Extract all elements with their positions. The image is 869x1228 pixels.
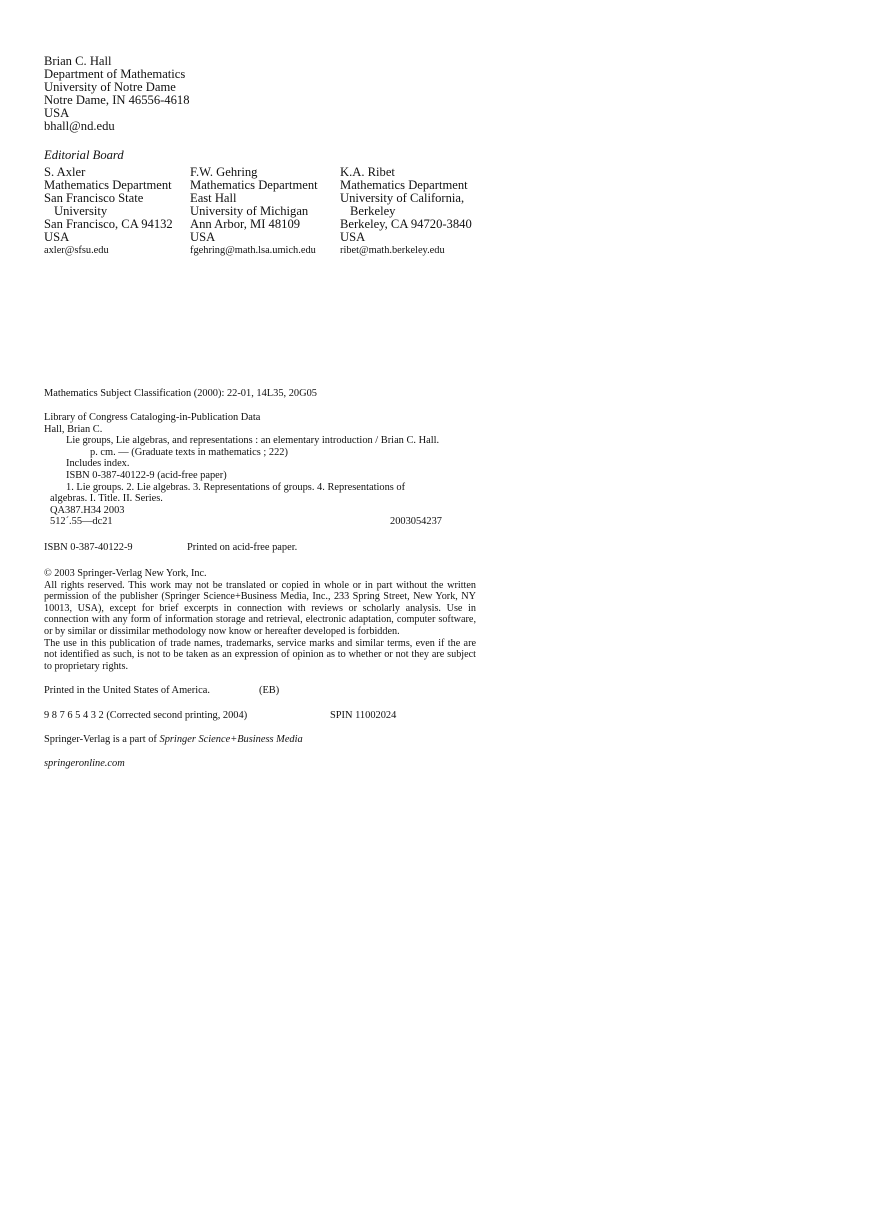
website-text: springeronline.com — [44, 758, 125, 769]
member-city: Ann Arbor, MI 48109 — [190, 217, 301, 231]
author-city: Notre Dame, IN 46556-4618 — [44, 93, 190, 107]
member-dept: Mathematics Department — [44, 178, 172, 192]
cip-physical: p. cm. — (Graduate texts in mathematics ; 222) — [90, 446, 288, 458]
printing-line — [44, 710, 396, 721]
springer-part-prefix: Springer-Verlag is a part of — [44, 734, 160, 745]
trademark-paragraph: The use in this publication of trade names, trademarks, service marks and similar terms, even if the are not identified as such, is not to be taken as an expression of opinion as to whether or not they are subject to proprietary rights. — [44, 637, 476, 672]
member-line: University of Michigan — [190, 204, 309, 218]
isbn-line — [44, 542, 297, 553]
printed-country: Printed in the United States of America. — [44, 685, 210, 696]
author-email: bhall@nd.edu — [44, 119, 115, 133]
springer-part-line — [44, 734, 303, 745]
copyright-line: © 2003 Springer-Verlag New York, Inc. — [44, 568, 207, 579]
printer-code: (EB) — [259, 685, 280, 696]
member-email: fgehring@math.lsa.umich.edu — [190, 245, 316, 256]
member-city: Berkeley, CA 94720-3840 — [340, 217, 472, 231]
cip-author: Hall, Brian C. — [44, 423, 103, 435]
member-email: ribet@math.berkeley.edu — [340, 245, 445, 256]
member-line: East Hall — [190, 191, 237, 205]
board-member-gehring — [190, 166, 318, 258]
cip-header: Library of Congress Cataloging-in-Publication Data — [44, 412, 261, 423]
member-line: Berkeley — [350, 204, 396, 218]
cip-subjects: 1. Lie groups. 2. Lie algebras. 3. Representations of groups. 4. Representations of — [66, 481, 406, 493]
cip-dewey-row — [44, 516, 454, 528]
board-member-axler — [44, 166, 173, 258]
spin-number: SPIN 11002024 — [330, 710, 397, 721]
member-name: K.A. Ribet — [340, 165, 395, 179]
website-line — [44, 758, 125, 769]
cip-index: Includes index. — [66, 458, 130, 470]
cip-isbn: ISBN 0-387-40122-9 (acid-free paper) — [66, 469, 227, 481]
printed-in-line — [44, 685, 279, 696]
author-country: USA — [44, 106, 70, 120]
author-name: Brian C. Hall — [44, 54, 112, 68]
springer-part-name: Springer Science+Business Media — [159, 734, 303, 745]
member-line: University of California, — [340, 191, 465, 205]
isbn-number: ISBN 0-387-40122-9 — [44, 542, 133, 553]
printing-numbers: 9 8 7 6 5 4 3 2 (Corrected second printing, 2004) — [44, 710, 248, 721]
editorial-board-heading: Editorial Board — [44, 148, 124, 162]
member-city: San Francisco, CA 94132 — [44, 217, 173, 231]
author-dept: Department of Mathematics — [44, 67, 186, 81]
author-university: University of Notre Dame — [44, 80, 176, 94]
msc-classification: Mathematics Subject Classification (2000): 22-01, 14L35, 20G05 — [44, 388, 317, 399]
cip-title: Lie groups, Lie algebras, and representations : an elementary introduction / Brian C. Hall. — [66, 435, 440, 447]
cip-subjects-cont: algebras. I. Title. II. Series. — [50, 493, 163, 505]
member-dept: Mathematics Department — [190, 178, 318, 192]
member-dept: Mathematics Department — [340, 178, 468, 192]
member-name: S. Axler — [44, 165, 86, 179]
member-email: axler@sfsu.edu — [44, 245, 109, 256]
copyright-block — [44, 568, 476, 672]
cip-lccn: 2003054237 — [390, 516, 442, 528]
cip-data — [44, 412, 454, 528]
cip-dewey: 512´.55—dc21 — [50, 516, 113, 528]
member-line: San Francisco State — [44, 191, 144, 205]
member-name: F.W. Gehring — [190, 165, 258, 179]
member-line: University — [54, 204, 108, 218]
member-country: USA — [44, 230, 70, 244]
cip-callnumber: QA387.H34 2003 — [50, 504, 125, 516]
rights-paragraph: All rights reserved. This work may not be translated or copied in whole or in part without the written permission of the publisher (Springer Science+Business Media, Inc., 233 Spring Street, New York, NY 10013, USA), except for brief excerpts in connection with reviews or scholarly analysis. Use in connection with any form of information storage and retrieval, electronic adaptation, computer software, or by similar or dissimilar methodology now know or hereafter developed is forbidden. — [44, 579, 476, 637]
member-country: USA — [190, 230, 216, 244]
board-member-ribet — [340, 166, 472, 258]
author-address — [44, 55, 190, 133]
member-country: USA — [340, 230, 366, 244]
acid-free-note: Printed on acid-free paper. — [187, 542, 298, 553]
